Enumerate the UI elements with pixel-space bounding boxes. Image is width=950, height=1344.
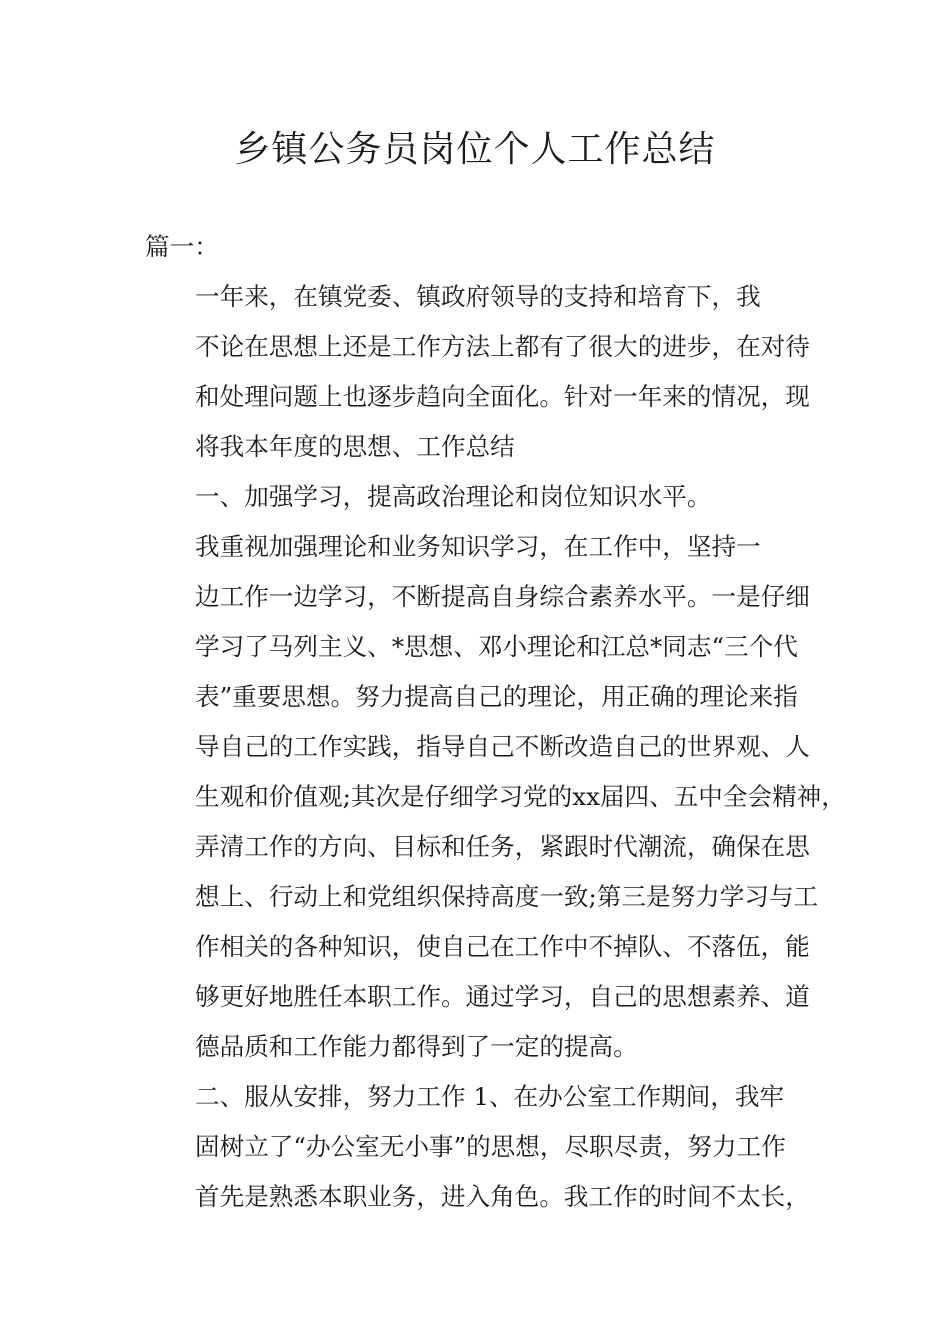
text-line: 将我本年度的思想、工作总结 (195, 432, 515, 461)
text-line: 弄清工作的方向、目标和任务，紧跟时代潮流，确保在思 (195, 832, 810, 861)
text-line: 想上、行动上和党组织保持高度一致;第三是努力学习与工 (195, 882, 819, 911)
section-heading-1 (145, 472, 810, 522)
section-label: 篇一： (145, 232, 219, 261)
text-line: 不论在思想上还是工作方法上都有了很大的进步，在对待 (195, 332, 810, 361)
text-line: 作相关的各种知识，使自己在工作中不掉队、不落伍，能 (195, 932, 810, 961)
text-line: 固树立了“办公室无小事”的思想，尽职尽责，努力工作 (195, 1132, 786, 1161)
text-line: 够更好地胜任本职工作。通过学习，自己的思想素养、道 (195, 982, 810, 1011)
paragraph-study (145, 522, 846, 1072)
text-line: 表”重要思想。努力提高自己的理论，用正确的理论来指 (195, 682, 798, 711)
text-line: 导自己的工作实践，指导自己不断改造自己的世界观、人 (195, 732, 810, 761)
document-title: 乡镇公务员岗位个人工作总结 (234, 129, 716, 170)
text-line: 生观和价值观;其次是仔细学习党的xx届四、五中全会精神， (195, 782, 846, 811)
text-line: 一、加强学习，提高政治理论和岗位知识水平。 (195, 482, 712, 511)
text-line: 学习了马列主义、*思想、邓小理论和江总*同志“三个代 (195, 632, 798, 661)
paragraph-section-2 (145, 1072, 810, 1222)
text-line: 二、服从安排，努力工作 1、在办公室工作期间，我牢 (195, 1082, 785, 1111)
text-line: 我重视加强理论和业务知识学习，在工作中，坚持一 (195, 532, 761, 561)
document-body (145, 222, 846, 1222)
text-line: 德品质和工作能力都得到了一定的提高。 (195, 1032, 638, 1061)
text-line: 和处理问题上也逐步趋向全面化。针对一年来的情况，现 (195, 382, 810, 411)
text-line: 一年来，在镇党委、镇政府领导的支持和培育下，我 (195, 282, 761, 311)
paragraph-intro (145, 272, 810, 472)
text-line: 首先是熟悉本职业务，进入角色。我工作的时间不太长， (195, 1182, 810, 1211)
text-line: 边工作一边学习，不断提高自身综合素养水平。一是仔细 (195, 582, 810, 611)
